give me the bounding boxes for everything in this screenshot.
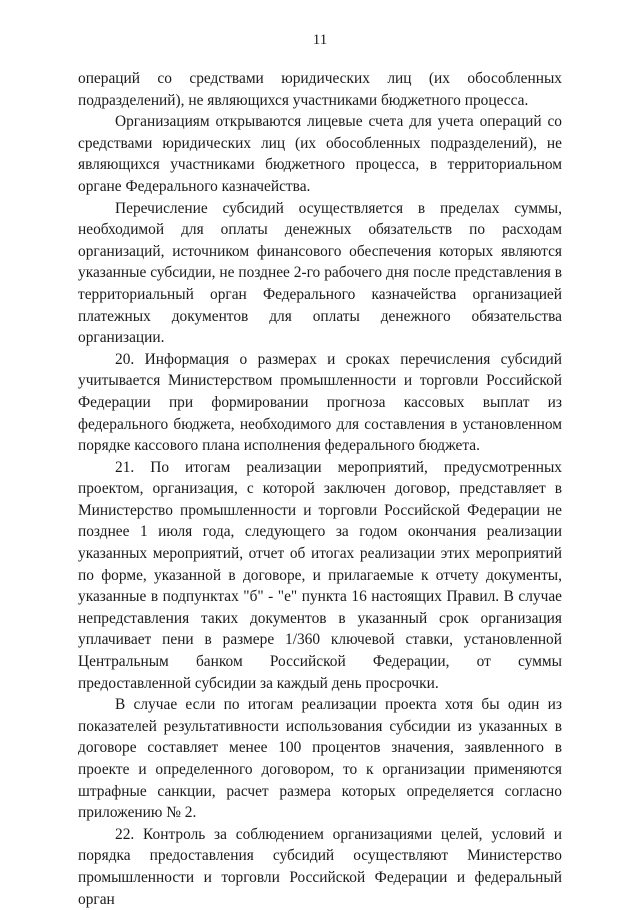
- body-text: [78, 68, 562, 910]
- paragraph-subsidy-transfer: Перечисление субсидий осуществляется в пределах суммы, необходимой для оплаты денежных обязательств по расходам организаций, источником финансового обеспечения которых являются указанные субсидии, не позднее 2-го рабочего дня после представления в территориальный орган Федерального казначейства организацией платежных документов для оплаты денежного обязательства организации.: [78, 199, 562, 347]
- paragraph-item-20: 20. Информация о размерах и сроках перечисления субсидий учитывается Министерством промышленности и торговли Российской Федерации при формировании прогноза кассовых выплат из федерального бюджета, необходимого для составления в установленном порядке кассового плана исполнения федерального бюджета.: [78, 350, 562, 455]
- paragraph-personal-accounts: Организациям открываются лицевые счета для учета операций со средствами юридических лиц (их обособленных подразделений), не являющихся участниками бюджетного процесса, в территориальном органе Федерального казначейства.: [78, 113, 562, 195]
- paragraph-penalties: В случае если по итогам реализации проекта хотя бы один из показателей результативности использования субсидии из указанных в договоре составляет менее 100 процентов значения, заявленного в проекте и определенного договором, то к организации применяются штрафные санкции, расчет размера которых определяется согласно приложению № 2.: [78, 696, 562, 822]
- paragraph-item-22: 22. Контроль за соблюдением организациями целей, условий и порядка предоставления субсидий осуществляют Министерство промышленности и торговли Российской Федерации и федеральный орган: [78, 825, 562, 908]
- paragraph-item-21: 21. По итогам реализации мероприятий, предусмотренных проектом, организация, с которой заключен договор, представляет в Министерство промышленности и торговли Российской Федерации не позднее 1 июля года, следующего за годом окончания реализации указанных мероприятий, отчет об итогах реализации этих мероприятий по форме, указанной в договоре, и прилагаемые к отчету документы, указанные в подпунктах "б" - "е" пункта 16 настоящих Правил. В случае непредставления таких документов в указанный срок организация уплачивает пени в размере 1/360 ключевой ставки, установленной Центральным банком Российской Федерации, от суммы предоставленной субсидии за каждый день просрочки.: [78, 458, 562, 692]
- paragraph-continuation: операций со средствами юридических лиц (их обособленных подразделений), не являющихся участниками бюджетного процесса.: [78, 70, 562, 109]
- page-number: 11: [312, 32, 328, 48]
